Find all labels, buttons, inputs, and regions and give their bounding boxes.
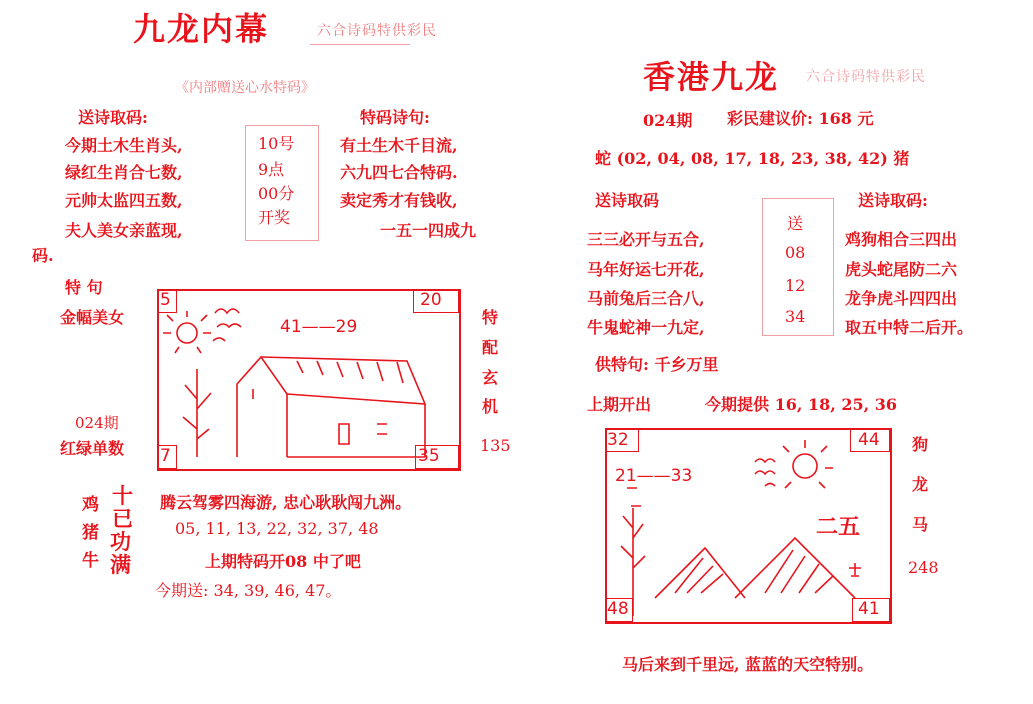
vertical-phrase-char: 已 bbox=[112, 506, 133, 531]
left-poem2-line: 六九四七合特码. bbox=[340, 163, 458, 182]
left-verse: 腾云驾雾四海游, 忠心耿耿闯九洲。 bbox=[160, 493, 412, 512]
draw-time-line: 开奖 bbox=[258, 208, 291, 227]
left-numbers: 05, 11, 13, 22, 32, 37, 48 bbox=[175, 519, 379, 538]
right-poem2-line: 取五中特二后开。 bbox=[845, 318, 974, 337]
right-subtitle: 六合诗码特供彩民 bbox=[806, 69, 926, 85]
right-poem1-line: 牛鬼蛇神一九定, bbox=[587, 318, 705, 337]
vertical-char: 配 bbox=[482, 338, 499, 357]
left-poem1-line: 绿红生肖合七数, bbox=[65, 163, 183, 182]
snake-line: 蛇 (02, 04, 08, 17, 18, 23, 38, 42) 猪 bbox=[595, 149, 910, 168]
right-poem2-line: 鸡狗相合三四出 bbox=[845, 230, 958, 249]
animal-label: 猪 bbox=[82, 523, 99, 543]
right-vertical-char: 狗 bbox=[912, 435, 929, 454]
left-poem2-line: 有土生木千目流, bbox=[340, 136, 458, 155]
left-poem1-line: 元帅太监四五数, bbox=[65, 191, 183, 210]
right-poem1-heading: 送诗取码 bbox=[595, 191, 660, 210]
left-poem2-heading: 特码诗句: bbox=[360, 108, 430, 127]
corner-number: 44 bbox=[858, 430, 880, 450]
right-footer: 马后来到千里远, 蓝蓝的天空特别。 bbox=[622, 655, 874, 674]
left-poem2-wrap: 码. bbox=[32, 246, 54, 265]
corner-number: 35 bbox=[418, 446, 440, 466]
right-issue: 024期 bbox=[643, 111, 693, 130]
left-issue-label: 红绿单数 bbox=[60, 439, 125, 458]
left-poem2-line: 一五一四成九 bbox=[380, 221, 477, 240]
animal-label: 鸡 bbox=[82, 495, 99, 515]
draw-time-line: 00分 bbox=[258, 184, 295, 203]
right-poem2-line: 虎头蛇尾防二六 bbox=[845, 260, 958, 279]
left-last-result: 上期特码开08 中了吧 bbox=[205, 552, 361, 571]
corner-number: 20 bbox=[420, 290, 442, 310]
send-box-line: 12 bbox=[785, 276, 806, 295]
right-provide: 今期提供 16, 18, 25, 36 bbox=[705, 395, 898, 414]
right-picture-text: 21——33 bbox=[615, 466, 693, 486]
right-poem2-line: 龙争虎斗四四出 bbox=[845, 289, 958, 308]
corner-number: 32 bbox=[607, 430, 629, 450]
send-box-line: 送 bbox=[787, 214, 804, 233]
special-phrase-text: 金幅美女 bbox=[60, 308, 125, 327]
right-poem1-line: 三三必开与五合, bbox=[587, 230, 705, 249]
right-number-right: 248 bbox=[908, 558, 939, 577]
left-subtitle: 六合诗码特供彩民 bbox=[317, 23, 437, 39]
left-title-underline bbox=[310, 44, 410, 45]
animal-label: 牛 bbox=[82, 551, 99, 571]
left-title: 九龙内幕 bbox=[133, 10, 270, 48]
corner-number: 5 bbox=[160, 290, 171, 310]
left-poem1-line: 夫人美女亲蓝现, bbox=[65, 221, 183, 240]
right-poem1-line: 马年好运七开花, bbox=[587, 260, 705, 279]
right-price: 彩民建议价: 168 元 bbox=[727, 109, 874, 128]
draw-time-line: 10号 bbox=[258, 134, 295, 153]
left-issue: 024期 bbox=[75, 414, 119, 432]
right-vertical-char: 龙 bbox=[912, 475, 929, 494]
left-poem1-heading: 送诗取码: bbox=[78, 108, 148, 127]
vertical-char: 特 bbox=[482, 308, 499, 327]
right-vertical-char: 马 bbox=[912, 515, 929, 534]
corner-number: 7 bbox=[160, 446, 171, 466]
corner-number: 41 bbox=[858, 599, 880, 619]
mountain-sun-drawing bbox=[605, 428, 888, 620]
vertical-char: 机 bbox=[482, 397, 499, 416]
draw-time-line: 9点 bbox=[258, 160, 285, 179]
corner-number: 48 bbox=[607, 599, 629, 619]
right-last-open: 上期开出 bbox=[587, 395, 652, 414]
right-special: 供特句: 千乡万里 bbox=[595, 355, 719, 374]
right-poem2-heading: 送诗取码: bbox=[858, 191, 928, 210]
send-box-line: 08 bbox=[785, 243, 806, 262]
special-phrase-heading: 特 句 bbox=[65, 278, 103, 297]
vertical-phrase-char: 十 bbox=[112, 483, 133, 508]
send-box-line: 34 bbox=[785, 307, 806, 326]
vertical-phrase-char: 功 bbox=[110, 529, 131, 554]
right-picture-label: 二五 bbox=[816, 514, 861, 540]
left-number-right: 135 bbox=[480, 436, 511, 455]
left-picture-text: 41——29 bbox=[280, 317, 358, 337]
house-sun-drawing bbox=[157, 289, 457, 467]
vertical-char: 玄 bbox=[482, 368, 499, 387]
left-today: 今期送: 34, 39, 46, 47。 bbox=[155, 581, 342, 600]
right-poem1-line: 马前兔后三合八, bbox=[587, 289, 705, 308]
left-poem1-line: 今期土木生肖头, bbox=[65, 136, 183, 155]
left-poem2-line: 卖定秀才有钱收, bbox=[340, 191, 458, 210]
vertical-phrase-char: 满 bbox=[110, 552, 131, 577]
right-title: 香港九龙 bbox=[643, 58, 780, 96]
left-banner: 《内部赠送心水特码》 bbox=[175, 80, 315, 96]
